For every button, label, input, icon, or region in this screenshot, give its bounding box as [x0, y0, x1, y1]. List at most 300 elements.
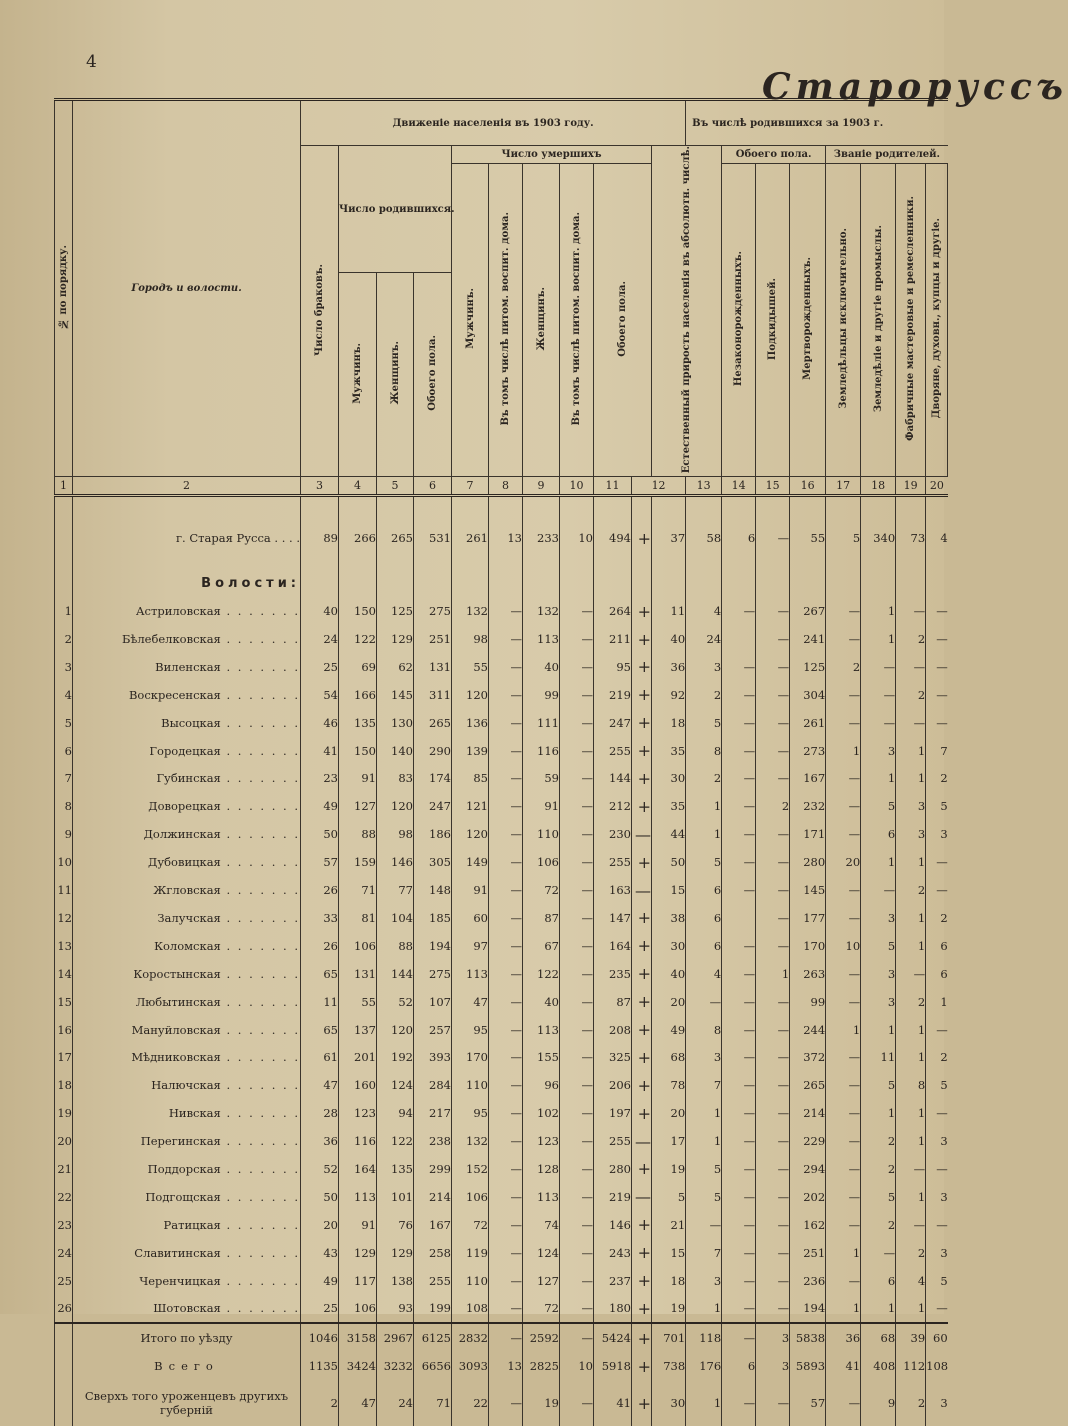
growth-sign-cell: — — [632, 820, 652, 848]
empty-cell — [632, 496, 652, 508]
value-cell: 1 — [896, 765, 926, 793]
value-cell: — — [826, 765, 861, 793]
value-cell: — — [489, 653, 523, 681]
value-cell: 176 — [686, 1352, 722, 1380]
column-number: 17 — [826, 477, 861, 496]
value-cell: 2 — [926, 765, 948, 793]
value-cell: — — [756, 1099, 790, 1127]
table-row — [55, 1043, 948, 1071]
value-cell: 124 — [377, 1071, 414, 1099]
value-cell: — — [560, 876, 594, 904]
value-cell: — — [560, 1267, 594, 1295]
value-cell: 96 — [523, 1071, 560, 1099]
column-number: 4 — [339, 477, 377, 496]
value-cell: 1 — [861, 848, 896, 876]
column-numbers-row — [55, 477, 948, 496]
value-cell: 192 — [377, 1043, 414, 1071]
empty-cell — [722, 569, 756, 597]
value-cell: — — [756, 1183, 790, 1211]
empty-cell — [523, 569, 560, 597]
born-men-header: Мужчинъ. — [339, 273, 377, 477]
died-header: Число умершихъ — [452, 146, 652, 164]
value-cell: 214 — [790, 1099, 826, 1127]
column-number: 11 — [594, 477, 632, 496]
growth-sign-cell: + — [632, 1099, 652, 1127]
empty-cell — [377, 569, 414, 597]
value-cell: 255 — [594, 737, 632, 765]
value-cell: 15 — [652, 876, 686, 904]
column-number: 12 — [632, 477, 686, 496]
foundlings-header: Подкидышей. — [756, 164, 790, 477]
value-cell: — — [722, 737, 756, 765]
value-cell: 199 — [414, 1294, 452, 1323]
value-cell: 43 — [301, 1239, 339, 1267]
value-cell: 101 — [377, 1183, 414, 1211]
growth-sign-cell: + — [632, 988, 652, 1016]
value-cell: — — [560, 988, 594, 1016]
value-cell: 186 — [414, 820, 452, 848]
value-cell: — — [489, 1155, 523, 1183]
value-cell: 88 — [339, 820, 377, 848]
growth-sign-cell: — — [632, 876, 652, 904]
born-header: Число родившихся. — [339, 146, 452, 273]
empty-cell — [790, 496, 826, 508]
row-index: 22 — [55, 1183, 73, 1211]
value-cell: 149 — [452, 848, 489, 876]
value-cell: 93 — [377, 1294, 414, 1323]
empty-cell — [826, 496, 861, 508]
volosti-heading-row — [55, 569, 948, 597]
value-cell: 265 — [377, 507, 414, 569]
value-cell: 88 — [377, 932, 414, 960]
value-cell: 91 — [339, 765, 377, 793]
value-cell: 128 — [523, 1155, 560, 1183]
value-cell: 1 — [826, 1239, 861, 1267]
value-cell: 13 — [489, 507, 523, 569]
value-cell: 107 — [414, 988, 452, 1016]
value-cell: — — [926, 1099, 948, 1127]
value-cell: — — [896, 1211, 926, 1239]
value-cell: 131 — [339, 960, 377, 988]
value-cell: — — [686, 1211, 722, 1239]
row-name-text: Воскресенская — [128, 687, 221, 702]
value-cell: 255 — [594, 1127, 632, 1155]
value-cell: — — [489, 792, 523, 820]
leader-dots: . . . . . . . — [220, 1161, 300, 1176]
value-cell: — — [756, 1016, 790, 1044]
value-cell: — — [826, 1099, 861, 1127]
value-cell: 162 — [790, 1211, 826, 1239]
died-both-header: Обоего пола. — [594, 164, 652, 477]
value-cell: 2967 — [377, 1323, 414, 1352]
value-cell: 113 — [523, 1016, 560, 1044]
value-cell: — — [861, 681, 896, 709]
value-cell: 217 — [414, 1099, 452, 1127]
value-cell: 2 — [861, 1211, 896, 1239]
value-cell: 2 — [861, 1127, 896, 1155]
value-cell: 1046 — [301, 1323, 339, 1352]
leader-dots: . . . . . . . — [220, 827, 300, 842]
value-cell: 251 — [790, 1239, 826, 1267]
value-cell: 5 — [861, 1071, 896, 1099]
value-cell: — — [722, 792, 756, 820]
value-cell: 7 — [686, 1071, 722, 1099]
value-cell: 87 — [594, 988, 632, 1016]
value-cell: 244 — [790, 1016, 826, 1044]
leader-dots: . . . . . . . — [220, 715, 300, 730]
value-cell: 6 — [686, 904, 722, 932]
value-cell: 1 — [861, 1016, 896, 1044]
value-cell: 113 — [523, 625, 560, 653]
value-cell: 72 — [452, 1211, 489, 1239]
both-sex-header: Обоего пола. — [722, 146, 826, 164]
value-cell: 6 — [722, 1352, 756, 1380]
value-cell: 65 — [301, 1016, 339, 1044]
value-cell: 1 — [861, 625, 896, 653]
value-cell: 61 — [301, 1043, 339, 1071]
growth-sign-cell: — — [632, 1127, 652, 1155]
value-cell: — — [722, 597, 756, 625]
value-cell: 20 — [652, 1099, 686, 1127]
row-name-text: Поддорская — [147, 1161, 221, 1176]
value-cell: — — [560, 709, 594, 737]
column-number: 18 — [861, 477, 896, 496]
growth-sign-cell: + — [632, 1155, 652, 1183]
value-cell: — — [926, 709, 948, 737]
value-cell: 2 — [896, 1380, 926, 1426]
value-cell: 24 — [686, 625, 722, 653]
value-cell: — — [826, 904, 861, 932]
value-cell: 150 — [339, 597, 377, 625]
row-index: 23 — [55, 1211, 73, 1239]
empty-cell — [686, 496, 722, 508]
empty-cell — [722, 496, 756, 508]
leader-dots: . . . . . . . — [220, 1050, 300, 1065]
value-cell: — — [756, 876, 790, 904]
leader-dots: . . . . . . . — [220, 966, 300, 981]
died-men-header: Мужчинъ. — [452, 164, 489, 477]
value-cell: 65 — [301, 960, 339, 988]
empty-cell — [652, 569, 686, 597]
value-cell: 280 — [790, 848, 826, 876]
value-cell: 241 — [790, 625, 826, 653]
value-cell: 36 — [826, 1323, 861, 1352]
empty-cell — [594, 569, 632, 597]
value-cell: 275 — [414, 597, 452, 625]
value-cell: 10 — [560, 1352, 594, 1380]
value-cell: — — [926, 597, 948, 625]
value-cell: 73 — [896, 507, 926, 569]
value-cell: — — [756, 653, 790, 681]
value-cell: 20 — [652, 988, 686, 1016]
value-cell: — — [560, 848, 594, 876]
value-cell: — — [896, 653, 926, 681]
growth-sign-cell: + — [632, 709, 652, 737]
row-index: 14 — [55, 960, 73, 988]
value-cell: 38 — [652, 904, 686, 932]
value-cell: 123 — [523, 1127, 560, 1155]
value-cell: 208 — [594, 1016, 632, 1044]
value-cell: 1 — [861, 1099, 896, 1127]
value-cell: — — [896, 1155, 926, 1183]
row-name — [73, 681, 301, 709]
value-cell: — — [560, 1043, 594, 1071]
value-cell: 3 — [861, 960, 896, 988]
value-cell: 150 — [339, 737, 377, 765]
value-cell: 251 — [414, 625, 452, 653]
value-cell: — — [489, 904, 523, 932]
value-cell: 104 — [377, 904, 414, 932]
value-cell: 1 — [686, 1127, 722, 1155]
row-index: 1 — [55, 597, 73, 625]
value-cell: 232 — [790, 792, 826, 820]
value-cell: 197 — [594, 1099, 632, 1127]
value-cell: — — [756, 848, 790, 876]
row-name-text: Бѣлебелковская — [121, 632, 221, 647]
value-cell: — — [722, 1099, 756, 1127]
value-cell: 118 — [686, 1323, 722, 1352]
value-cell: 58 — [686, 507, 722, 569]
value-cell: 120 — [452, 681, 489, 709]
value-cell: — — [489, 1239, 523, 1267]
value-cell: — — [489, 932, 523, 960]
value-cell: 40 — [652, 960, 686, 988]
row-index: 18 — [55, 1071, 73, 1099]
growth-sign-cell: + — [632, 597, 652, 625]
value-cell: 177 — [790, 904, 826, 932]
value-cell: 95 — [594, 653, 632, 681]
leader-dots: . . . . . . . — [220, 1217, 300, 1232]
value-cell: — — [722, 1239, 756, 1267]
value-cell: 3 — [926, 1183, 948, 1211]
value-cell: 77 — [377, 876, 414, 904]
empty-cell — [489, 496, 523, 508]
value-cell: 10 — [560, 507, 594, 569]
value-cell: 3093 — [452, 1352, 489, 1380]
value-cell: 76 — [377, 1211, 414, 1239]
row-index: 13 — [55, 932, 73, 960]
row-index: 12 — [55, 904, 73, 932]
table-row — [55, 988, 948, 1016]
value-cell: 1 — [861, 765, 896, 793]
value-cell: 166 — [339, 681, 377, 709]
value-cell: 238 — [414, 1127, 452, 1155]
value-cell: — — [826, 1071, 861, 1099]
value-cell: — — [722, 876, 756, 904]
empty-cell — [926, 496, 948, 508]
table-row — [55, 765, 948, 793]
value-cell: 116 — [523, 737, 560, 765]
value-cell: 4 — [686, 597, 722, 625]
totals-row — [55, 1352, 948, 1380]
natural-growth-header: Естественный прирость населенія въ абсолютн. числѣ. — [652, 146, 722, 477]
value-cell: 3 — [861, 904, 896, 932]
value-cell: 106 — [339, 932, 377, 960]
value-cell: — — [722, 988, 756, 1016]
row-name — [73, 792, 301, 820]
value-cell: 140 — [377, 737, 414, 765]
born-of-these-header: Въ числѣ родившихся за 1903 г. — [686, 100, 948, 146]
value-cell: 5 — [926, 792, 948, 820]
value-cell: 164 — [339, 1155, 377, 1183]
value-cell: 124 — [523, 1239, 560, 1267]
row-index: 7 — [55, 765, 73, 793]
column-number: 16 — [790, 477, 826, 496]
value-cell: 71 — [414, 1380, 452, 1426]
page-number: 4 — [86, 52, 97, 72]
value-cell: 49 — [301, 1267, 339, 1295]
value-cell: — — [722, 1127, 756, 1155]
row-index: 5 — [55, 709, 73, 737]
value-cell: 3158 — [339, 1323, 377, 1352]
table-row — [55, 820, 948, 848]
value-cell: 255 — [594, 848, 632, 876]
value-cell: 55 — [339, 988, 377, 1016]
growth-sign-cell: + — [632, 1071, 652, 1099]
table-row — [55, 1155, 948, 1183]
value-cell: 163 — [594, 876, 632, 904]
value-cell: 6656 — [414, 1352, 452, 1380]
value-cell: 247 — [414, 792, 452, 820]
value-cell: 8 — [686, 737, 722, 765]
value-cell: — — [722, 1071, 756, 1099]
value-cell: 6 — [861, 820, 896, 848]
empty-cell — [377, 496, 414, 508]
column-number: 2 — [73, 477, 301, 496]
value-cell: 81 — [339, 904, 377, 932]
leader-dots: . . . . . . . — [220, 938, 300, 953]
row-name-text: Любытинская — [135, 994, 221, 1009]
value-cell: 5 — [686, 1183, 722, 1211]
value-cell: 1 — [926, 988, 948, 1016]
column-number: 6 — [414, 477, 452, 496]
value-cell: 87 — [523, 904, 560, 932]
value-cell: — — [489, 1211, 523, 1239]
value-cell: 160 — [339, 1071, 377, 1099]
value-cell: 17 — [652, 1127, 686, 1155]
row-name — [73, 1294, 301, 1323]
leader-dots: . . . . . . . — [220, 632, 300, 647]
value-cell: 2 — [686, 681, 722, 709]
value-cell: — — [926, 653, 948, 681]
row-name — [73, 737, 301, 765]
value-cell: — — [560, 1155, 594, 1183]
value-cell: 3 — [861, 737, 896, 765]
value-cell: — — [489, 1071, 523, 1099]
leader-dots: . . . . . . . — [220, 771, 300, 786]
value-cell: 62 — [377, 653, 414, 681]
value-cell: 54 — [301, 681, 339, 709]
table-row — [55, 625, 948, 653]
value-cell: 110 — [452, 1267, 489, 1295]
value-cell: 167 — [790, 765, 826, 793]
value-cell: — — [560, 1071, 594, 1099]
table-row — [55, 904, 948, 932]
column-number: 8 — [489, 477, 523, 496]
value-cell: 393 — [414, 1043, 452, 1071]
value-cell: 4 — [686, 960, 722, 988]
row-name — [73, 1016, 301, 1044]
value-cell: 55 — [452, 653, 489, 681]
value-cell: 2 — [896, 625, 926, 653]
empty-cell — [861, 496, 896, 508]
value-cell: 145 — [790, 876, 826, 904]
farm-trade-header: Земледѣліе и другіе промыслы. — [861, 164, 896, 477]
value-cell: 180 — [594, 1294, 632, 1323]
value-cell: 372 — [790, 1043, 826, 1071]
value-cell: 18 — [652, 709, 686, 737]
value-cell: 113 — [452, 960, 489, 988]
value-cell: 8 — [896, 1071, 926, 1099]
value-cell: 2592 — [523, 1323, 560, 1352]
value-cell: 25 — [301, 653, 339, 681]
value-cell: — — [861, 653, 896, 681]
row-name — [73, 1211, 301, 1239]
row-name-text: Виленская — [155, 659, 221, 674]
value-cell: 290 — [414, 737, 452, 765]
value-cell: — — [560, 1016, 594, 1044]
row-index — [55, 1352, 73, 1380]
value-cell: 110 — [523, 820, 560, 848]
value-cell: 4 — [926, 507, 948, 569]
row-name-text: Подгощская — [145, 1189, 221, 1204]
empty-cell — [896, 569, 926, 597]
value-cell: 3 — [926, 1380, 948, 1426]
value-cell: 129 — [377, 1239, 414, 1267]
marriages-header: Число браковъ. — [301, 146, 339, 477]
value-cell: — — [722, 1016, 756, 1044]
value-cell: — — [489, 1380, 523, 1426]
value-cell: 99 — [790, 988, 826, 1016]
value-cell: — — [489, 1127, 523, 1155]
born-women-header: Женщинъ. — [377, 273, 414, 477]
value-cell: 1 — [861, 597, 896, 625]
leader-dots: . . . . . . . — [220, 1106, 300, 1121]
value-cell: 83 — [377, 765, 414, 793]
value-cell — [722, 625, 756, 653]
value-cell: 167 — [414, 1211, 452, 1239]
value-cell: 23 — [301, 765, 339, 793]
value-cell: 120 — [377, 792, 414, 820]
value-cell: 68 — [861, 1323, 896, 1352]
value-cell: 1 — [896, 904, 926, 932]
value-cell: 147 — [594, 904, 632, 932]
value-cell: — — [861, 876, 896, 904]
value-cell: 3 — [896, 792, 926, 820]
row-name — [73, 625, 301, 653]
value-cell: — — [861, 709, 896, 737]
value-cell: — — [826, 681, 861, 709]
value-cell: 113 — [523, 1183, 560, 1211]
value-cell: 57 — [301, 848, 339, 876]
value-cell: — — [722, 1155, 756, 1183]
row-name-text: Мѣдниковская — [131, 1050, 221, 1065]
value-cell: 6 — [686, 876, 722, 904]
value-cell: 5 — [926, 1267, 948, 1295]
growth-sign-cell: + — [632, 1352, 652, 1380]
value-cell: 41 — [301, 737, 339, 765]
value-cell: — — [722, 1211, 756, 1239]
value-cell: — — [722, 960, 756, 988]
value-cell: 41 — [594, 1380, 632, 1426]
leader-dots: . . . . . . . — [220, 1273, 300, 1288]
row-index — [55, 569, 73, 597]
row-name — [73, 765, 301, 793]
value-cell: 194 — [790, 1294, 826, 1323]
row-name: г. Старая Русса . . . . — [73, 507, 301, 569]
empty-cell — [790, 569, 826, 597]
value-cell: 202 — [790, 1183, 826, 1211]
